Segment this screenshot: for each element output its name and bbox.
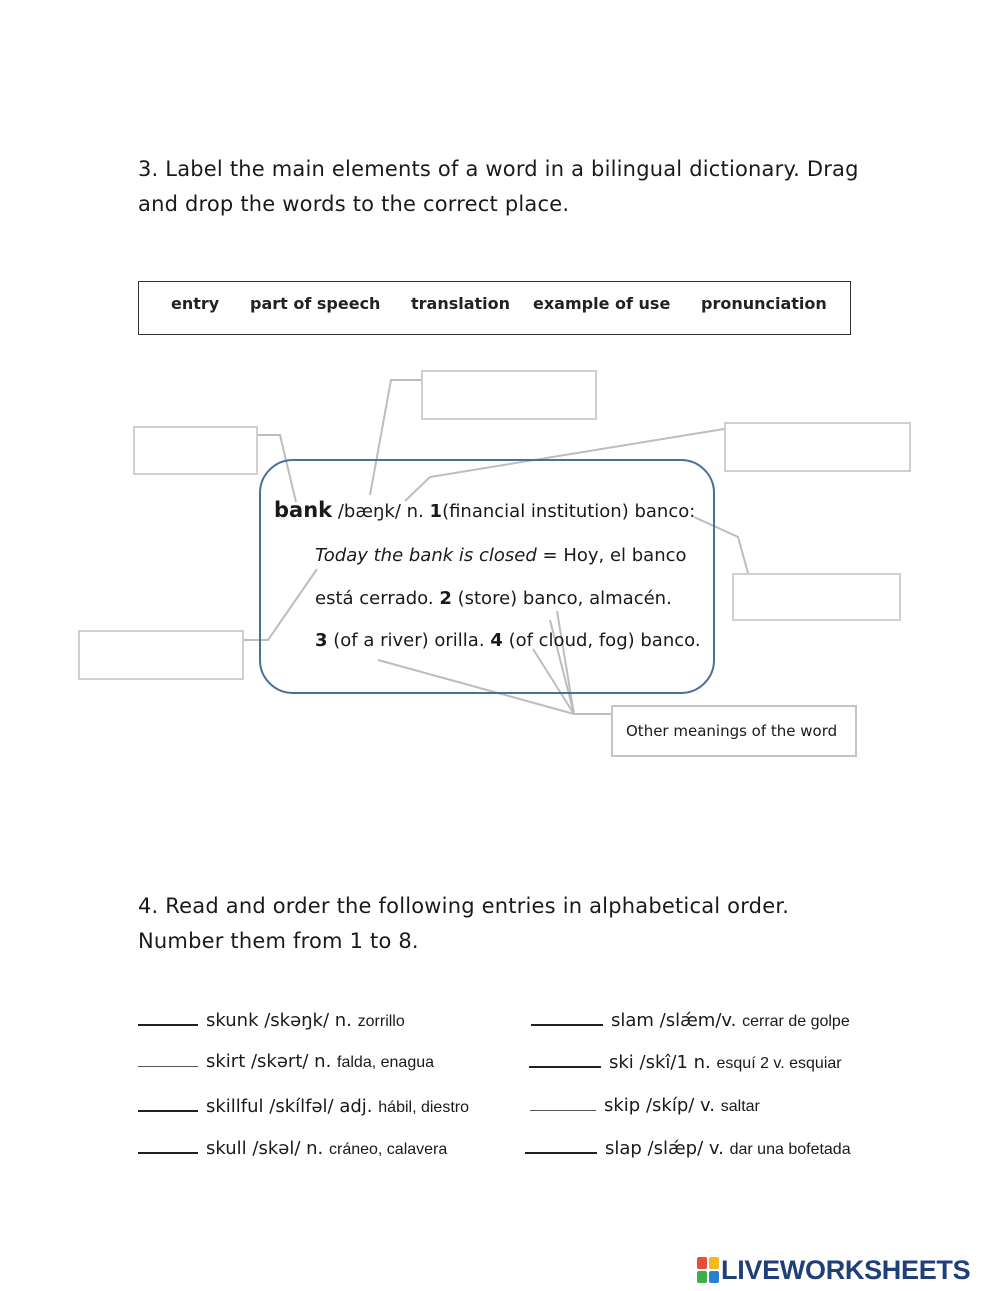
sense-3: (of a river) orilla. — [333, 630, 485, 651]
list-item-translation: dar una bofetada — [729, 1141, 851, 1158]
list-item-word: skull /skəl/ n. — [206, 1138, 324, 1159]
list-item — [138, 1094, 469, 1117]
entry-part-of-speech: n. — [406, 501, 424, 522]
headword: bank — [274, 498, 333, 522]
other-meanings-label — [611, 705, 857, 757]
answer-blank[interactable] — [138, 1008, 198, 1026]
list-item-word: skip /skíp/ v. — [604, 1095, 716, 1116]
entry-line-4 — [315, 630, 701, 651]
list-item — [138, 1008, 405, 1031]
list-item-word: skirt /skərt/ n. — [206, 1051, 332, 1072]
answer-blank[interactable] — [525, 1136, 597, 1154]
sense-4: (of cloud, fog) banco. — [508, 630, 701, 651]
example-sentence: Today the bank is closed — [315, 545, 537, 566]
q3-title-line1: 3. Label the main elements of a word in a bilingual dictionary. Drag — [138, 157, 859, 181]
answer-blank[interactable] — [531, 1008, 603, 1026]
list-item-translation: hábil, diestro — [378, 1099, 469, 1116]
answer-blank[interactable] — [138, 1136, 198, 1154]
q4-title-line1: 4. Read and order the following entries in alphabetical order. — [138, 894, 790, 918]
list-item — [529, 1050, 842, 1073]
sense-number-4: 4 — [490, 630, 503, 651]
dictionary-entry-frame — [259, 459, 715, 694]
word-bank-pronunciation[interactable]: pronunciation — [701, 294, 827, 313]
sense-number-1: 1 — [429, 501, 443, 522]
logo-icon — [697, 1257, 719, 1283]
list-item-word: skunk /skəŋk/ n. — [206, 1010, 352, 1031]
sense-number-3: 3 — [315, 630, 328, 651]
list-item — [531, 1008, 850, 1031]
list-item-translation: zorrillo — [357, 1013, 405, 1030]
answer-blank[interactable] — [529, 1050, 601, 1068]
sense-number-2: 2 — [439, 588, 452, 609]
q3-title-line2: and drop the words to the correct place. — [138, 192, 570, 216]
drop-box-example-of-use[interactable] — [78, 630, 244, 680]
entry-line-2 — [315, 545, 687, 566]
answer-blank[interactable] — [138, 1094, 198, 1112]
drop-box-pronunciation[interactable] — [421, 370, 597, 420]
list-item-translation: esquí 2 v. esquiar — [716, 1055, 842, 1072]
entry-line-3 — [315, 588, 672, 609]
word-bank-entry[interactable]: entry — [171, 294, 220, 313]
answer-blank[interactable] — [138, 1050, 198, 1067]
word-bank-example-of-use[interactable]: example of use — [533, 294, 671, 313]
list-item-translation: saltar — [720, 1098, 760, 1115]
list-item — [525, 1136, 851, 1159]
q4-title-line2: Number them from 1 to 8. — [138, 929, 419, 953]
other-meanings-text: Other meanings of the word — [626, 722, 838, 740]
example-translation-end: está cerrado. — [315, 588, 434, 609]
word-bank-translation[interactable]: translation — [411, 294, 511, 313]
drop-box-part-of-speech[interactable] — [724, 422, 911, 472]
answer-blank[interactable] — [530, 1094, 596, 1111]
q4-title — [138, 889, 789, 959]
entry-pronunciation: /bæŋk/ — [337, 501, 401, 522]
entry-line-1 — [274, 498, 695, 522]
sense-1: (financial institution) banco: — [442, 501, 696, 522]
list-item — [138, 1136, 447, 1159]
drop-box-translation[interactable] — [732, 573, 901, 621]
sense-2: (store) banco, almacén. — [457, 588, 672, 609]
list-item-word: ski /skî/1 n. — [609, 1052, 711, 1073]
example-translation: = Hoy, el banco — [542, 545, 687, 566]
logo-text: LIVEWORKSHEETS — [721, 1255, 971, 1285]
list-item-word: slam /slǽm/v. — [611, 1010, 737, 1031]
list-item — [530, 1094, 760, 1116]
liveworksheets-logo — [697, 1255, 970, 1286]
list-item-word: slap /slǽp/ v. — [605, 1138, 724, 1159]
drop-box-entry[interactable] — [133, 426, 258, 475]
word-bank-part-of-speech[interactable]: part of speech — [250, 294, 381, 313]
list-item-translation: cerrar de golpe — [742, 1013, 850, 1030]
list-item-word: skillful /skílfəl/ adj. — [206, 1096, 373, 1117]
list-item-translation: cráneo, calavera — [328, 1141, 448, 1158]
list-item-translation: falda, enagua — [337, 1054, 435, 1071]
list-item — [138, 1050, 434, 1072]
